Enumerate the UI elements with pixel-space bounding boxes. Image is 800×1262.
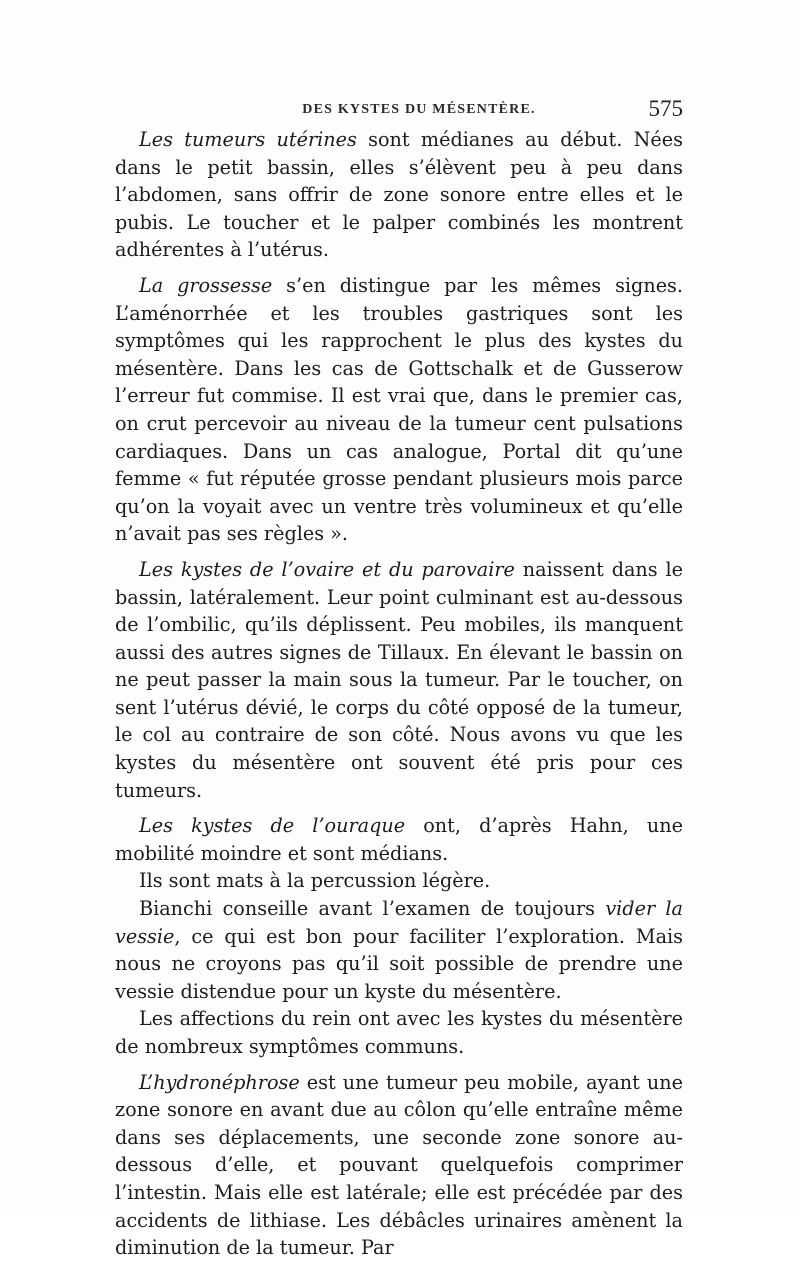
paragraph-text-tail: , ce qui est bon pour faciliter l’exploration. Mais nous ne croyons pas qu’il soit possible de prendre une vessie distendue pour un kyste du mésentère. <box>115 924 683 1003</box>
running-head <box>115 96 683 126</box>
paragraph-hydronephrosis <box>115 1069 683 1262</box>
paragraph-lead-italic: Les tumeurs utérines <box>139 128 357 151</box>
paragraph-text: Ils sont mats à la percussion légère. <box>139 869 491 893</box>
paragraph-inline-italic: vider la vessie <box>115 897 683 948</box>
paragraph-uterine-tumors <box>115 126 683 264</box>
paragraph-kidney-affections <box>115 1005 683 1060</box>
running-title: DES KYSTES DU MÉSENTÈRE. <box>302 102 536 117</box>
paragraph-percussion <box>115 867 683 895</box>
paragraph-text: s’en distingue par les mêmes signes. L’aménorrhée et les troubles gastriques sont les symptômes qui les rapprochent le plus des kystes du mésentère. Dans les cas de Gottschalk et de Gusserow l’erreur fut commise. Il est vrai que, dans le premier cas, on crut percevoir au niveau de la tumeur cent pulsations cardiaques. Dans un cas analogue, Portal dit qu’une femme « fut réputée grosse pendant plusieurs mois parce qu’on la voyait avec un ventre très volumineux et qu’elle n’avait pas ses règles ». <box>115 273 683 546</box>
paragraph-pregnancy <box>115 272 683 548</box>
page-number: 575 <box>648 96 683 121</box>
paragraph-text: est une tumeur peu mobile, ayant une zone sonore en avant due au côlon qu’elle entraîne même dans ses déplacements, une seconde zone sonore au-dessous d’elle, et pouvant quelquefois comprimer l’intestin. Mais elle est latérale; elle est précédée par des accidents de lithiase. Les débâcles urinaires amènent la diminution de la tumeur. Par <box>115 1070 683 1260</box>
paragraph-lead-italic: Les kystes de l’ouraque <box>139 814 406 838</box>
paragraph-text: sont médianes au début. Nées dans le petit bassin, elles s’élèvent peu à peu dans l’abdomen, sans offrir de zone sonore entre elles et le pubis. Le toucher et le palper combinés les montrent adhérentes à l’utérus. <box>115 128 683 262</box>
paragraph-text: ont, d’après Hahn, une mobilité moindre et sont médians. <box>115 814 684 865</box>
paragraph-bianchi <box>115 895 683 1005</box>
paragraph-ovarian-cysts <box>115 556 683 804</box>
paragraph-lead-italic: La grossesse <box>139 273 273 297</box>
paragraph-text: naissent dans le bassin, latéralement. Leur point culminant est au-dessous de l’ombilic, qu’ils déplissent. Peu mobiles, ils manquent aussi des autres signes de Tillaux. En élevant le bassin on ne peut passer la main sous la tumeur. Par le toucher, on sent l’utérus dévié, le corps du côté opposé de la tumeur, le col au contraire de son côté. Nous avons vu que les kystes du mésentère ont souvent été pris pour ces tumeurs. <box>115 557 683 802</box>
body-text <box>115 126 683 1262</box>
paragraph-urachus-cysts <box>115 812 683 867</box>
paragraph-lead-italic: Les kystes de l’ovaire et du parovaire <box>139 557 515 581</box>
paragraph-text: Bianchi conseille avant l’examen de toujours <box>139 897 606 921</box>
paragraph-text: Les affections du rein ont avec les kystes du mésentère de nombreux symptômes communs. <box>115 1007 683 1058</box>
paragraph-lead-italic: L’hydronéphrose <box>139 1070 300 1094</box>
